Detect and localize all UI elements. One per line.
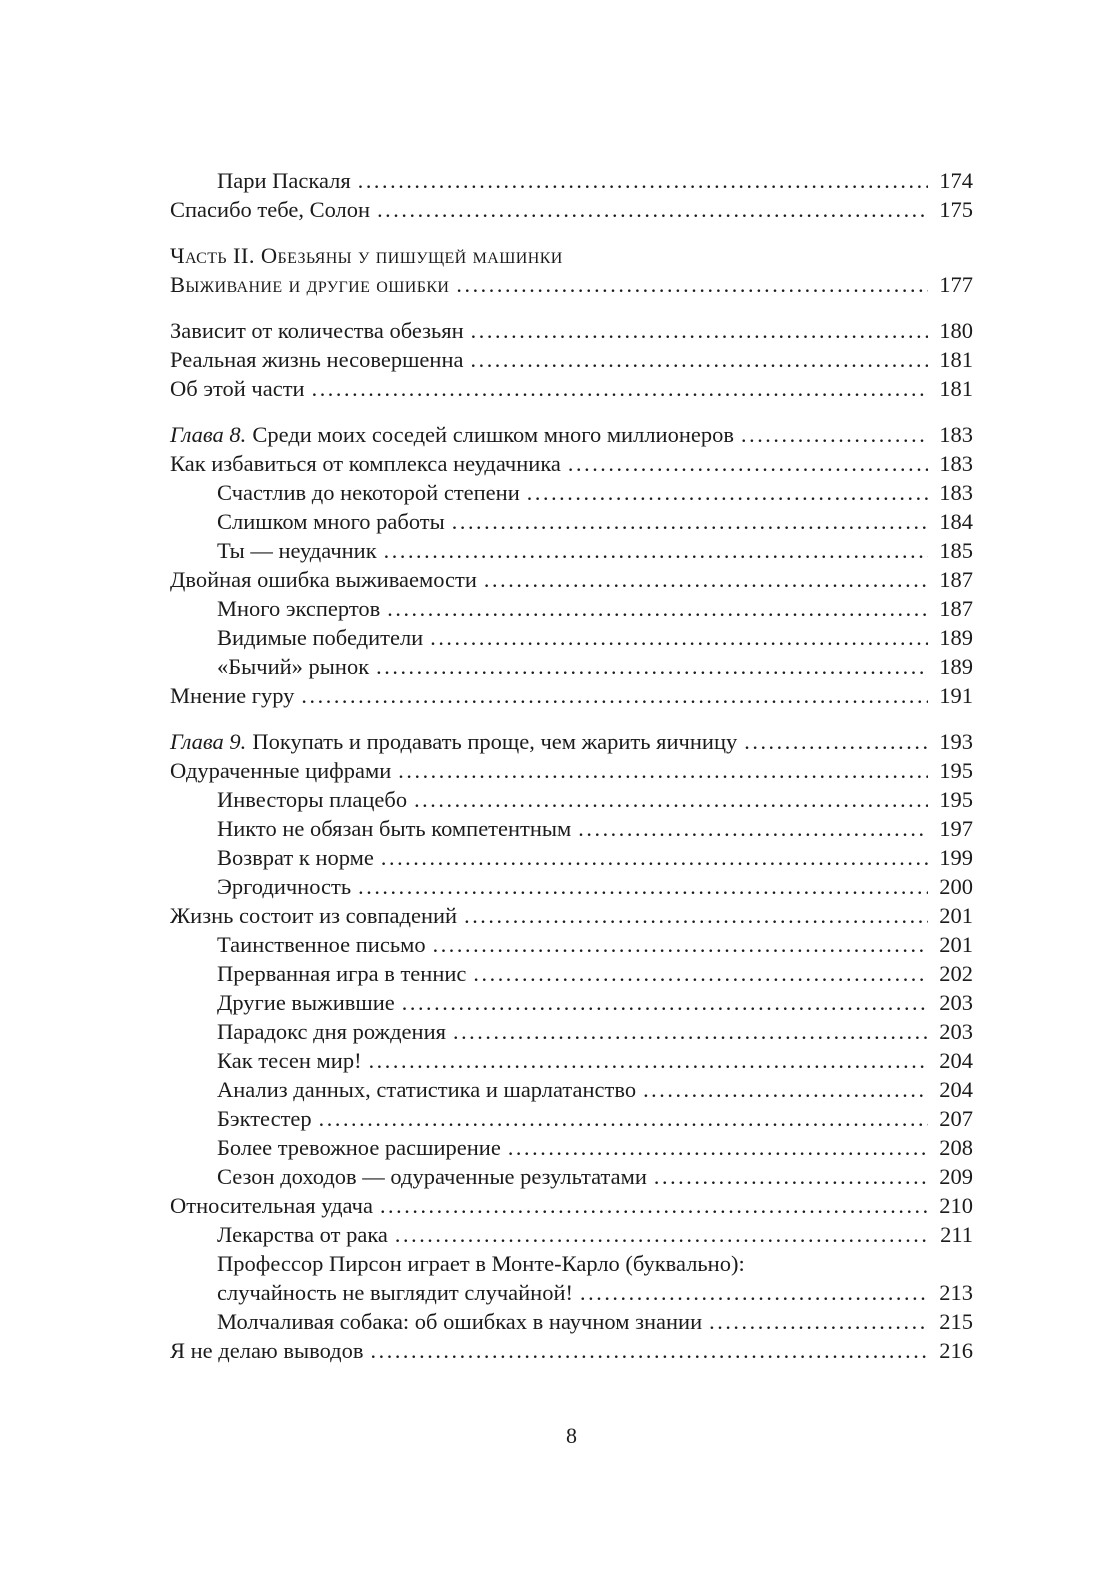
dot-leader	[484, 565, 928, 594]
toc-entry-page: 184	[939, 509, 973, 534]
dot-leader	[414, 785, 928, 814]
dot-leader	[377, 195, 928, 224]
toc-entry	[170, 988, 973, 1017]
toc-entry-title	[217, 536, 377, 565]
toc-entry-text: Я не делаю выводов	[170, 1338, 364, 1363]
dot-leader	[580, 1278, 928, 1307]
dot-leader	[568, 449, 928, 478]
toc-entry	[170, 814, 973, 843]
dot-leader	[578, 814, 928, 843]
toc-entry	[170, 959, 973, 988]
toc-entry-text: Зависит от количества обезьян	[170, 318, 464, 343]
dot-leader	[709, 1307, 928, 1336]
toc-entry-text: Парадокс дня рождения	[217, 1019, 446, 1044]
toc-entry-text: Пари Паскаля	[217, 168, 351, 193]
dot-leader	[380, 1191, 928, 1220]
dot-leader	[741, 420, 928, 449]
toc-entry-page: 187	[939, 567, 973, 592]
toc-entry-title	[170, 449, 561, 478]
toc-entry-page: 180	[939, 318, 973, 343]
toc-entry-title	[217, 1162, 647, 1191]
dot-leader	[395, 1220, 928, 1249]
toc-entry	[170, 681, 973, 710]
toc-entry-title	[217, 872, 351, 901]
dot-leader	[430, 623, 928, 652]
toc-entry-text: Другие выжившие	[217, 990, 395, 1015]
toc-entry-page: 174	[939, 168, 973, 193]
dot-leader	[471, 345, 929, 374]
toc-entry	[170, 166, 973, 195]
toc-entry-title	[217, 785, 407, 814]
toc-entry	[170, 1336, 973, 1365]
toc-entry	[170, 1162, 973, 1191]
toc-entry-title	[170, 420, 734, 449]
dot-leader	[473, 959, 928, 988]
toc-entry	[170, 1278, 973, 1307]
toc-entry	[170, 1017, 973, 1046]
toc-entry-title	[170, 316, 464, 345]
toc-entry-page: 195	[939, 758, 973, 783]
toc-entry-page: 181	[939, 376, 973, 401]
toc-entry	[170, 449, 973, 478]
toc-entry-page: 207	[939, 1106, 973, 1131]
toc-entry-text: Как тесен мир!	[217, 1048, 362, 1073]
dot-leader	[369, 1046, 928, 1075]
toc-entry	[170, 195, 973, 224]
toc-entry-title	[170, 756, 391, 785]
toc-entry-title	[170, 270, 449, 299]
toc-entry	[170, 565, 973, 594]
toc-entry	[170, 1075, 973, 1104]
toc-entry-text: Ты — неудачник	[217, 538, 377, 563]
toc-entry-text: Выживание и другие ошибки	[170, 272, 450, 297]
toc-entry	[170, 623, 973, 652]
toc-entry-page: 181	[939, 347, 973, 372]
toc-entry	[170, 843, 973, 872]
dot-leader	[387, 594, 928, 623]
toc-entry-text: Инвесторы плацебо	[217, 787, 408, 812]
toc-entry-text: Эргодичность	[217, 874, 352, 899]
toc-entry	[170, 478, 973, 507]
toc-entry-page: 204	[939, 1048, 973, 1073]
toc-entry-chapter-prefix: Глава 8.	[170, 422, 247, 447]
toc-entry-title	[217, 507, 445, 536]
toc-entry-page: 189	[939, 625, 973, 650]
dot-leader	[371, 1336, 928, 1365]
toc-entry-title	[217, 652, 369, 681]
toc-entry	[170, 1249, 973, 1278]
toc-entry-text: Профессор Пирсон играет в Монте-Карло (буквально):	[217, 1251, 745, 1276]
toc-entry-text: Часть II. Обезьяны у пишущей машинки	[170, 243, 563, 268]
toc-entry-text: Анализ данных, статистика и шарлатанство	[217, 1077, 637, 1102]
toc-entry	[170, 507, 973, 536]
toc-entry	[170, 374, 973, 403]
dot-leader	[643, 1075, 928, 1104]
toc-entry-text: Жизнь состоит из совпадений	[170, 903, 458, 928]
toc-entry-page: 208	[939, 1135, 973, 1160]
toc-entry	[170, 756, 973, 785]
toc-entry-text: Одураченные цифрами	[170, 758, 392, 783]
dot-leader	[358, 166, 928, 195]
toc-entry	[170, 345, 973, 374]
toc-entry	[170, 420, 973, 449]
toc-entry	[170, 594, 973, 623]
toc-entry-title	[217, 1220, 388, 1249]
toc-entry-title	[217, 1249, 745, 1278]
toc-entry-text: Видимые победители	[217, 625, 424, 650]
toc-entry	[170, 872, 973, 901]
dot-leader	[384, 536, 928, 565]
toc-entry-title	[170, 681, 294, 710]
toc-entry-text: Реальная жизнь несовершенна	[170, 347, 464, 372]
toc-entry-text: Как избавиться от комплекса неудачника	[170, 451, 561, 476]
toc-entry-text: Покупать и продавать проще, чем жарить яичницу	[252, 729, 738, 754]
dot-leader	[319, 1104, 928, 1133]
dot-leader	[381, 843, 928, 872]
toc-entry-text: Бэктестер	[217, 1106, 312, 1131]
toc-entry	[170, 652, 973, 681]
toc-entry-page: 183	[939, 422, 973, 447]
toc-entry-text: Сезон доходов — одураченные результатами	[217, 1164, 647, 1189]
toc-entry-text: Молчаливая собака: об ошибках в научном знании	[217, 1309, 703, 1334]
dot-leader	[452, 507, 928, 536]
dot-leader	[464, 901, 928, 930]
toc-entry	[170, 1104, 973, 1133]
toc-entry-title	[217, 988, 395, 1017]
toc-entry-page: 187	[939, 596, 973, 621]
toc-entry-title	[170, 727, 737, 756]
toc-entry-page: 204	[939, 1077, 973, 1102]
toc-entry-chapter-prefix: Глава 9.	[170, 729, 247, 754]
toc-entry-title	[217, 930, 426, 959]
toc-entry-page: 209	[939, 1164, 973, 1189]
toc-entry-page: 199	[939, 845, 973, 870]
toc-entry-title	[170, 195, 370, 224]
toc-entry	[170, 536, 973, 565]
toc-entry-page: 210	[939, 1193, 973, 1218]
dot-leader	[398, 756, 928, 785]
toc-entry-text: «Бычий» рынок	[217, 654, 370, 679]
toc-entry-title	[217, 814, 571, 843]
toc-entry-title	[170, 345, 464, 374]
toc-entry-page: 203	[939, 990, 973, 1015]
toc-entry-text: Возврат к норме	[217, 845, 374, 870]
toc-entry-text: Лекарства от рака	[217, 1222, 388, 1247]
dot-leader	[453, 1017, 928, 1046]
toc-entry-page: 197	[939, 816, 973, 841]
toc-entry-title	[170, 374, 305, 403]
toc-list	[170, 166, 973, 1365]
dot-leader	[527, 478, 928, 507]
toc-entry	[170, 1307, 973, 1336]
toc-entry-text: Относительная удача	[170, 1193, 373, 1218]
toc-entry-page: 183	[939, 451, 973, 476]
toc-entry-title	[170, 901, 457, 930]
toc-entry	[170, 241, 973, 270]
toc-entry-page: 213	[939, 1280, 973, 1305]
toc-entry	[170, 1046, 973, 1075]
toc-entry-title	[217, 1278, 573, 1307]
toc-entry	[170, 270, 973, 299]
toc-entry-page: 185	[939, 538, 973, 563]
dot-leader	[301, 681, 928, 710]
toc-entry-page: 203	[939, 1019, 973, 1044]
toc-entry	[170, 930, 973, 959]
dot-leader	[471, 316, 928, 345]
toc-entry-text: Двойная ошибка выживаемости	[170, 567, 477, 592]
toc-entry-text: Слишком много работы	[217, 509, 445, 534]
toc-entry-text: Счастлив до некоторой степени	[217, 480, 520, 505]
toc-entry-text: Спасибо тебе, Солон	[170, 197, 371, 222]
toc-entry-title	[217, 1104, 312, 1133]
toc-entry-page: 195	[939, 787, 973, 812]
dot-leader	[654, 1162, 928, 1191]
toc-entry-text: Более тревожное расширение	[217, 1135, 501, 1160]
dot-leader	[456, 270, 928, 299]
toc-entry-page: 191	[939, 683, 973, 708]
toc-entry-page: 189	[939, 654, 973, 679]
dot-leader	[358, 872, 928, 901]
toc-entry-title	[217, 959, 466, 988]
toc-entry	[170, 1191, 973, 1220]
toc-entry-page: 202	[939, 961, 973, 986]
toc-entry-text: Много экспертов	[217, 596, 381, 621]
toc-entry-title	[217, 594, 380, 623]
toc-entry-text: Таинственное письмо	[217, 932, 426, 957]
toc-entry-title	[217, 623, 423, 652]
toc-entry-page: 215	[939, 1309, 973, 1334]
toc-entry-title	[217, 1017, 446, 1046]
toc-entry-page: 177	[939, 272, 973, 297]
toc-entry-title	[217, 166, 351, 195]
toc-entry-text: Об этой части	[170, 376, 305, 401]
dot-leader	[376, 652, 928, 681]
toc-entry-page: 200	[939, 874, 973, 899]
toc-entry-text: Никто не обязан быть компетентным	[217, 816, 572, 841]
toc-entry-title	[217, 1075, 636, 1104]
toc-entry-page: 211	[940, 1222, 973, 1247]
toc-entry-text: Среди моих соседей слишком много миллионеров	[252, 422, 734, 447]
toc-entry-title	[170, 1191, 373, 1220]
dot-leader	[433, 930, 928, 959]
toc-entry-page: 216	[939, 1338, 973, 1363]
toc-entry-text: Мнение гуру	[170, 683, 295, 708]
toc-entry	[170, 727, 973, 756]
toc-entry-page: 201	[939, 903, 973, 928]
toc-entry	[170, 785, 973, 814]
toc-entry-title	[170, 565, 477, 594]
toc-entry	[170, 1220, 973, 1249]
toc-entry	[170, 316, 973, 345]
toc-entry-text: случайность не выглядит случайной!	[217, 1280, 574, 1305]
dot-leader	[312, 374, 928, 403]
toc-entry-page: 193	[939, 729, 973, 754]
page-number: 8	[566, 1423, 577, 1448]
dot-leader	[402, 988, 928, 1017]
dot-leader	[508, 1133, 928, 1162]
toc-entry-title	[217, 1307, 702, 1336]
toc-entry-title	[170, 1336, 364, 1365]
toc-entry-title	[170, 241, 563, 270]
toc-entry-page: 201	[939, 932, 973, 957]
toc-entry-title	[217, 478, 520, 507]
toc-entry	[170, 1133, 973, 1162]
toc-entry-title	[217, 843, 374, 872]
toc-entry-text: Прерванная игра в теннис	[217, 961, 467, 986]
toc-entry	[170, 901, 973, 930]
toc-entry-page: 183	[939, 480, 973, 505]
toc-entry-title	[217, 1133, 501, 1162]
toc-entry-title	[217, 1046, 362, 1075]
dot-leader	[744, 727, 928, 756]
toc-entry-page: 175	[939, 197, 973, 222]
